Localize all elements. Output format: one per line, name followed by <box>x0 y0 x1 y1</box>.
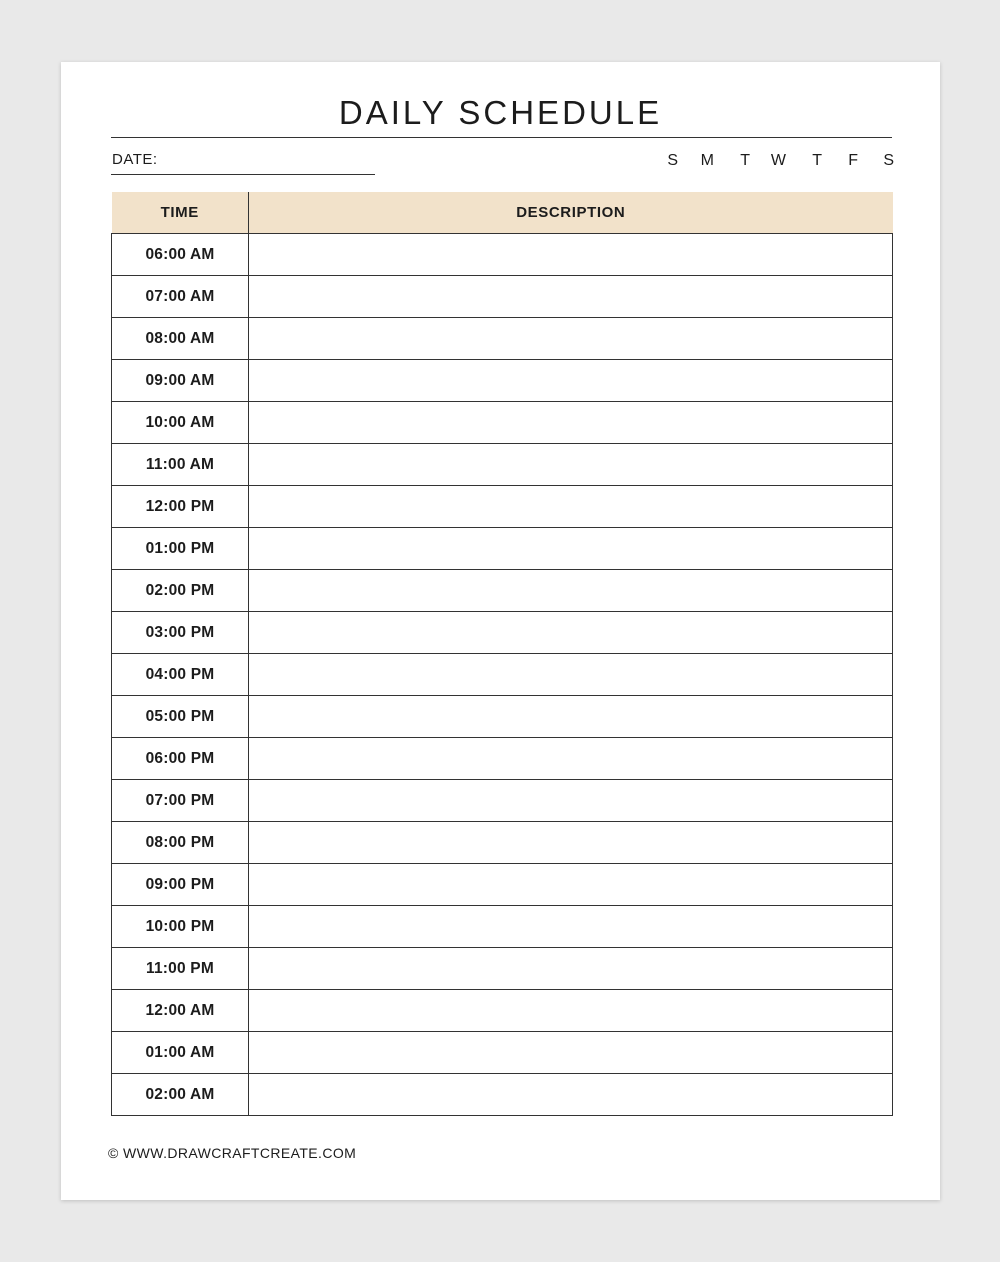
time-slot-label: 03:00 PM <box>112 612 249 654</box>
table-row <box>112 486 893 528</box>
table-row <box>112 276 893 318</box>
table-row <box>112 528 893 570</box>
description-cell[interactable] <box>249 1032 893 1074</box>
description-cell[interactable] <box>249 612 893 654</box>
table-row <box>112 990 893 1032</box>
description-cell[interactable] <box>249 570 893 612</box>
description-cell[interactable] <box>249 948 893 990</box>
table-row <box>112 738 893 780</box>
description-cell[interactable] <box>249 528 893 570</box>
table-row <box>112 402 893 444</box>
page-title: DAILY SCHEDULE <box>338 94 663 131</box>
table-row <box>112 906 893 948</box>
description-cell[interactable] <box>249 444 893 486</box>
table-header-row <box>112 192 893 234</box>
time-slot-label: 06:00 PM <box>112 738 249 780</box>
description-cell[interactable] <box>249 318 893 360</box>
time-slot-label: 10:00 AM <box>112 402 249 444</box>
description-cell[interactable] <box>249 1074 893 1116</box>
weekday-tuesday: T <box>740 152 750 169</box>
table-row <box>112 318 893 360</box>
weekday-monday: M <box>700 152 714 169</box>
time-slot-label: 08:00 AM <box>112 318 249 360</box>
time-slot-label: 02:00 AM <box>112 1074 249 1116</box>
time-slot-label: 04:00 PM <box>112 654 249 696</box>
time-slot-label: 09:00 AM <box>112 360 249 402</box>
table-row <box>112 1074 893 1116</box>
schedule-sheet <box>61 62 940 1200</box>
table-row <box>112 696 893 738</box>
weekday-friday: F <box>848 152 858 169</box>
time-slot-label: 10:00 PM <box>112 906 249 948</box>
table-row <box>112 948 893 990</box>
time-slot-label: 11:00 AM <box>112 444 249 486</box>
description-cell[interactable] <box>249 654 893 696</box>
description-cell[interactable] <box>249 780 893 822</box>
time-slot-label: 07:00 AM <box>112 276 249 318</box>
time-slot-label: 06:00 AM <box>112 234 249 276</box>
description-cell[interactable] <box>249 360 893 402</box>
description-cell[interactable] <box>249 906 893 948</box>
time-slot-label: 09:00 PM <box>112 864 249 906</box>
date-label: DATE: <box>112 151 158 168</box>
weekday-wednesday: W <box>770 152 786 169</box>
description-cell[interactable] <box>249 402 893 444</box>
description-cell[interactable] <box>249 822 893 864</box>
title-divider <box>111 137 892 138</box>
time-slot-label: 12:00 AM <box>112 990 249 1032</box>
description-cell[interactable] <box>249 738 893 780</box>
schedule-table <box>111 192 893 1116</box>
time-slot-label: 02:00 PM <box>112 570 249 612</box>
weekday-thursday: T <box>812 152 822 169</box>
time-slot-label: 12:00 PM <box>112 486 249 528</box>
time-slot-label: 05:00 PM <box>112 696 249 738</box>
table-row <box>112 612 893 654</box>
table-row <box>112 234 893 276</box>
time-slot-label: 11:00 PM <box>112 948 249 990</box>
time-slot-label: 01:00 AM <box>112 1032 249 1074</box>
description-cell[interactable] <box>249 486 893 528</box>
description-cell[interactable] <box>249 864 893 906</box>
time-slot-label: 07:00 PM <box>112 780 249 822</box>
table-row <box>112 360 893 402</box>
description-cell[interactable] <box>249 990 893 1032</box>
description-column-header: DESCRIPTION <box>249 192 893 234</box>
table-row <box>112 444 893 486</box>
time-column-header: TIME <box>112 192 249 234</box>
weekday-sunday: S <box>667 152 678 169</box>
description-cell[interactable] <box>249 234 893 276</box>
table-row <box>112 1032 893 1074</box>
description-cell[interactable] <box>249 276 893 318</box>
weekday-selector <box>642 152 894 170</box>
time-slot-label: 08:00 PM <box>112 822 249 864</box>
table-row <box>112 822 893 864</box>
weekday-saturday: S <box>883 152 894 169</box>
table-row <box>112 654 893 696</box>
description-cell[interactable] <box>249 696 893 738</box>
time-slot-label: 01:00 PM <box>112 528 249 570</box>
table-row <box>112 780 893 822</box>
copyright-footer: © WWW.DRAWCRAFTCREATE.COM <box>108 1145 357 1161</box>
table-row <box>112 864 893 906</box>
date-write-line <box>111 174 375 175</box>
table-row <box>112 570 893 612</box>
schedule-rows <box>112 234 893 1116</box>
